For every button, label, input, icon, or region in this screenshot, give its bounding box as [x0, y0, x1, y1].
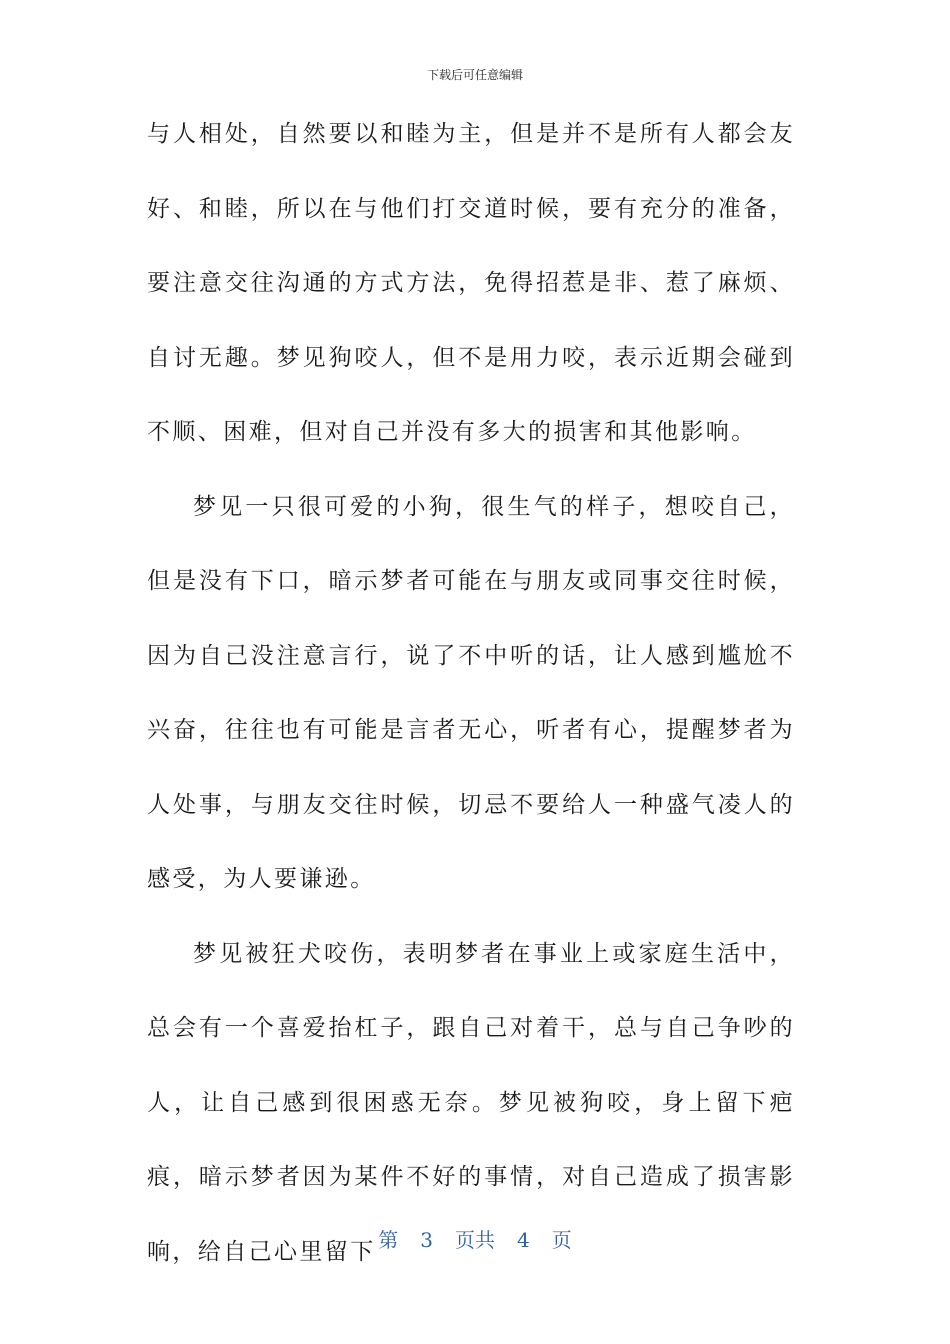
footer-middle: 页共 — [455, 1228, 495, 1252]
footer-suffix: 页 — [551, 1228, 572, 1252]
document-body — [147, 97, 795, 1289]
paragraph-2: 梦见一只很可爱的小狗，很生气的样子，想咬自己，但是没有下口，暗示梦者可能在与朋友或同事交往时候，因为自己没注意言行，说了不中听的话，让人感到尴尬不兴奋，往往也有可能是言者无心，听者有心，提醒梦者为人处事，与朋友交往时候，切忌不要给人一种盛气凌人的感受，为人要谦逊。 — [147, 493, 795, 892]
page-header: 下载后可任意编辑 — [426, 68, 523, 82]
paragraph-3: 梦见被狂犬咬伤，表明梦者在事业上或家庭生活中，总会有一个喜爱抬杠子，跟自己对着干，总与自己争吵的人，让自己感到很困惑无奈。梦见被狗咬，身上留下疤痕，暗示梦者因为某件不好的事情，对自己造成了损害影响，给自己心里留下 — [147, 940, 795, 1265]
footer-prefix: 第 — [378, 1228, 399, 1252]
paragraph-1: 与人相处，自然要以和睦为主，但是并不是所有人都会友好、和睦，所以在与他们打交道时候，要有充分的准备，要注意交往沟通的方式方法，免得招惹是非、惹了麻烦、自讨无趣。梦见狗咬人，但不是用力咬，表示近期会碰到不顺、困难，但对自己并没有多大的损害和其他影响。 — [147, 121, 795, 445]
footer-current-page: 3 — [420, 1228, 433, 1252]
footer-total-pages: 4 — [517, 1228, 530, 1252]
page-footer — [0, 1224, 950, 1253]
